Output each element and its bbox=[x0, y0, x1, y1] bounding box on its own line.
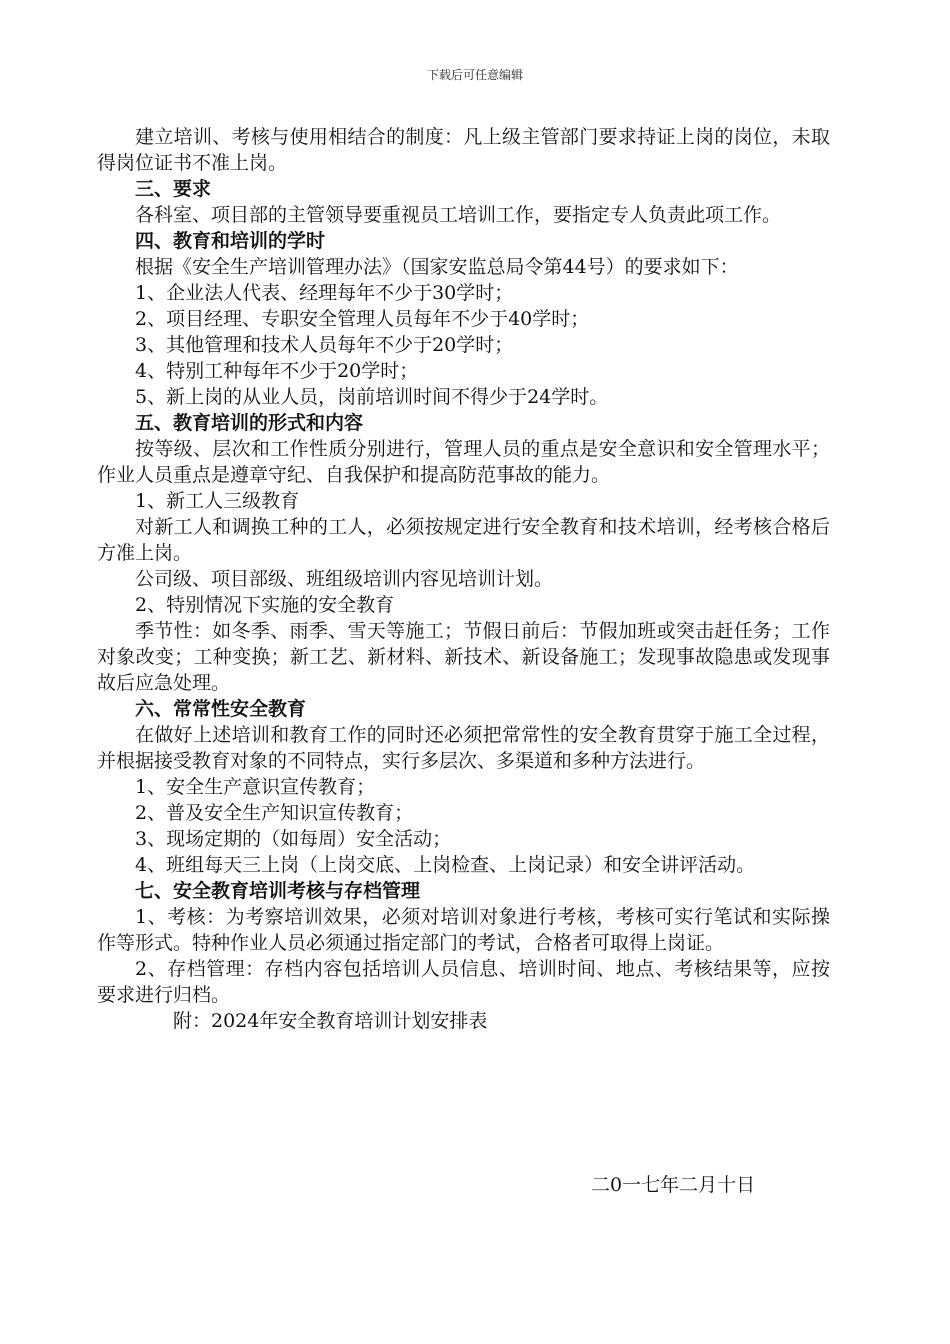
list-item-hours-5: 5、新上岗的从业人员，岗前培训时间不得少于24学时。 bbox=[135, 386, 609, 408]
paragraph-certification-rule: 建立培训、考核与使用相结合的制度：凡上级主管部门要求持证上岗的岗位，未取得岗位证书不准上岗。 bbox=[97, 126, 830, 174]
list-item-hours-4: 4、特别工种每年不少于20学时； bbox=[135, 360, 419, 382]
list-item-hours-1: 1、企业法人代表、经理每年不少于30学时； bbox=[135, 282, 514, 304]
paragraph-training-plan: 公司级、项目部级、班组级培训内容见培训计划。 bbox=[135, 568, 554, 590]
list-item-regular-2: 2、普及安全生产知识宣传教育； bbox=[135, 802, 414, 824]
section-heading-hours: 四、教育和培训的学时 bbox=[135, 230, 326, 252]
list-item-regular-1: 1、安全生产意识宣传教育； bbox=[135, 776, 376, 798]
paragraph-forms: 按等级、层次和工作性质分别进行，管理人员的重点是安全意识和安全管理水平；作业人员重点是遵章守纪、自我保护和提高防范事故的能力。 bbox=[97, 438, 830, 486]
section-heading-requirements: 三、要求 bbox=[135, 178, 212, 200]
paragraph-regular: 在做好上述培训和教育工作的同时还必须把常常性的安全教育贯穿于施工全过程，并根据接受教育对象的不同特点，实行多层次、多渠道和多种方法进行。 bbox=[97, 724, 830, 772]
section-heading-forms: 五、教育培训的形式和内容 bbox=[135, 412, 364, 434]
paragraph-assessment: 1、考核：为考察培训效果，必须对培训对象进行考核，考核可实行笔试和实际操作等形式。特种作业人员必须通过指定部门的考试，合格者可取得上岗证。 bbox=[97, 906, 830, 954]
list-item-regular-3: 3、现场定期的（如每周）安全活动； bbox=[135, 828, 452, 850]
section-heading-assessment: 七、安全教育培训考核与存档管理 bbox=[135, 880, 421, 902]
document-body bbox=[97, 124, 830, 1034]
subheading-special: 2、特别情况下实施的安全教育 bbox=[135, 594, 395, 616]
document-date: 二0一七年二月十日 bbox=[591, 1174, 756, 1196]
list-item-hours-3: 3、其他管理和技术人员每年不少于20学时； bbox=[135, 334, 514, 356]
paragraph-requirements: 各科室、项目部的主管领导要重视员工培训工作，要指定专人负责此项工作。 bbox=[135, 204, 782, 226]
list-item-regular-4: 4、班组每天三上岗（上岗交底、上岗检查、上岗记录）和安全讲评活动。 bbox=[135, 854, 756, 876]
list-item-hours-2: 2、项目经理、专职安全管理人员每年不少于40学时； bbox=[135, 308, 590, 330]
paragraph-three-level: 对新工人和调换工种的工人，必须按规定进行安全教育和技术培训，经考核合格后方准上岗。 bbox=[97, 516, 830, 564]
paragraph-hours-intro: 根据《安全生产培训管理办法》（国家安监总局令第44号）的要求如下： bbox=[135, 256, 739, 278]
subheading-three-level: 1、新工人三级教育 bbox=[135, 490, 300, 512]
attachment-note: 附：2024年安全教育培训计划安排表 bbox=[173, 1010, 488, 1032]
paragraph-archive: 2、存档管理：存档内容包括培训人员信息、培训时间、地点、考核结果等，应按要求进行归档。 bbox=[97, 958, 830, 1006]
page-header: 下载后可任意编辑 bbox=[426, 68, 523, 82]
section-heading-regular: 六、常常性安全教育 bbox=[135, 698, 307, 720]
paragraph-special: 季节性：如冬季、雨季、雪天等施工；节假日前后：节假加班或突击赶任务；工作对象改变；工种变换；新工艺、新材料、新技术、新设备施工；发现事故隐患或发现事故后应急处理。 bbox=[97, 620, 830, 694]
